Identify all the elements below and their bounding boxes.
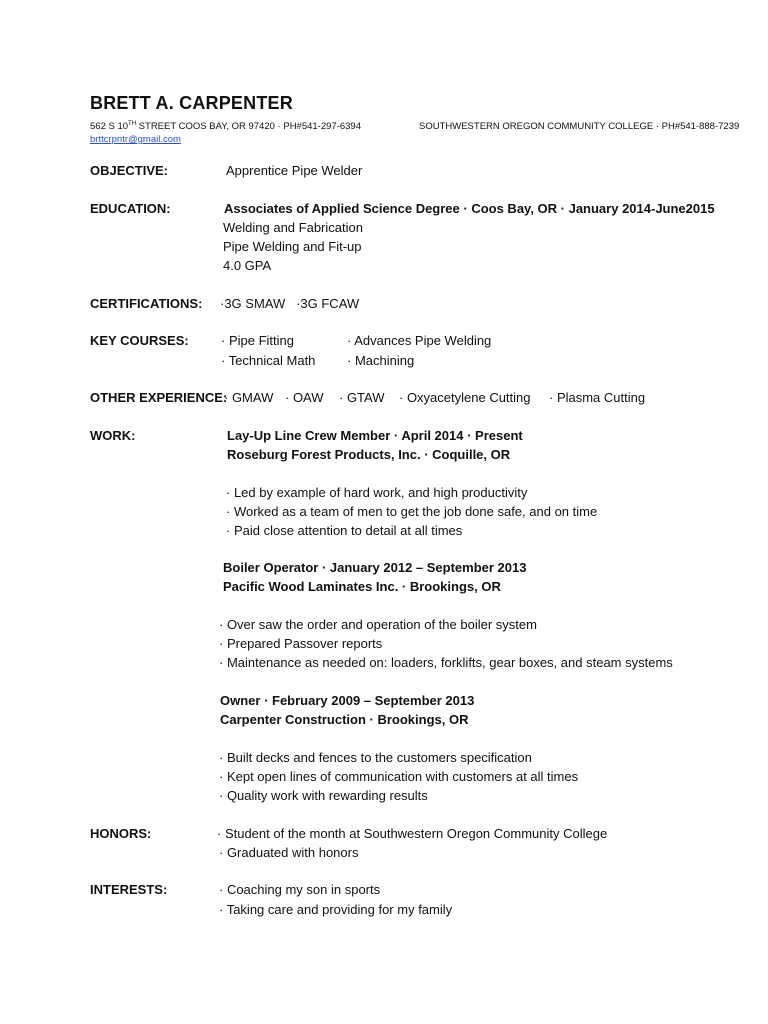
course-item: · Pipe Fitting [221, 333, 294, 348]
experience-item: · Plasma Cutting [549, 390, 646, 405]
education-line: Pipe Welding and Fit-up [223, 239, 362, 254]
interest-item: · Coaching my son in sports [219, 882, 381, 897]
course-item: · Technical Math [221, 353, 316, 368]
job-company: Pacific Wood Laminates Inc. · Brookings, OR [223, 579, 501, 594]
job-bullet: · Worked as a team of men to get the job done safe, and on time [226, 504, 598, 519]
experience-item: · GTAW [339, 390, 385, 405]
honors-label: HONORS: [90, 826, 152, 841]
job-title: Boiler Operator · January 2012 – September 2013 [223, 560, 527, 575]
job-bullet: · Paid close attention to detail at all times [226, 523, 463, 538]
resume-name: BRETT A. CARPENTER [90, 93, 293, 113]
address-number: 562 S 10 [90, 121, 129, 132]
education-label: EDUCATION: [90, 201, 171, 216]
address-suffix: TH [128, 120, 137, 127]
job-company: Roseburg Forest Products, Inc. · Coquille, OR [227, 447, 511, 462]
objective-label: OBJECTIVE: [90, 163, 169, 178]
experience-item: · GMAW [224, 390, 274, 405]
course-item: · Advances Pipe Welding [347, 333, 492, 348]
experience-item: · OAW [285, 390, 324, 405]
interests-label: INTERESTS: [90, 882, 168, 897]
certifications-value: ·3G SMAW ·3G FCAW [220, 296, 360, 311]
interest-item: · Taking care and providing for my family [219, 902, 453, 917]
job-bullet: · Built decks and fences to the customers specification [219, 750, 532, 765]
job-bullet: · Over saw the order and operation of the boiler system [219, 617, 537, 632]
honor-item: · Graduated with honors [219, 845, 359, 860]
education-degree: Associates of Applied Science Degree · Coos Bay, OR · January 2014-June2015 [224, 201, 715, 216]
job-bullet: · Prepared Passover reports [219, 636, 383, 651]
address-street-phone: STREET COOS BAY, OR 97420 · PH#541-297-6394 [136, 121, 361, 132]
job-bullet: · Led by example of hard work, and high productivity [226, 485, 528, 500]
experience-item: · Oxyacetylene Cutting [399, 390, 531, 405]
job-company: Carpenter Construction · Brookings, OR [220, 712, 469, 727]
course-item: · Machining [347, 353, 415, 368]
education-line: Welding and Fabrication [223, 220, 363, 235]
certifications-label: CERTIFICATIONS: [90, 296, 203, 311]
other-experience-label: OTHER EXPERIENCE: [90, 390, 228, 405]
contact-address [90, 121, 361, 132]
job-bullet: · Quality work with rewarding results [219, 788, 428, 803]
college-contact: SOUTHWESTERN OREGON COMMUNITY COLLEGE · PH#541-888-7239 [419, 121, 740, 132]
work-label: WORK: [90, 428, 136, 443]
email-link[interactable]: brttcrpntr@gmail.com [90, 134, 181, 145]
education-gpa: 4.0 GPA [223, 258, 272, 273]
job-bullet: · Maintenance as needed on: loaders, forklifts, gear boxes, and steam systems [219, 655, 673, 670]
job-title: Owner · February 2009 – September 2013 [220, 693, 475, 708]
key-courses-label: KEY COURSES: [90, 333, 189, 348]
job-bullet: · Kept open lines of communication with customers at all times [219, 769, 579, 784]
objective-value: Apprentice Pipe Welder [226, 163, 363, 178]
job-title: Lay-Up Line Crew Member · April 2014 · Present [227, 428, 523, 443]
honor-item: · Student of the month at Southwestern Oregon Community College [217, 826, 608, 841]
